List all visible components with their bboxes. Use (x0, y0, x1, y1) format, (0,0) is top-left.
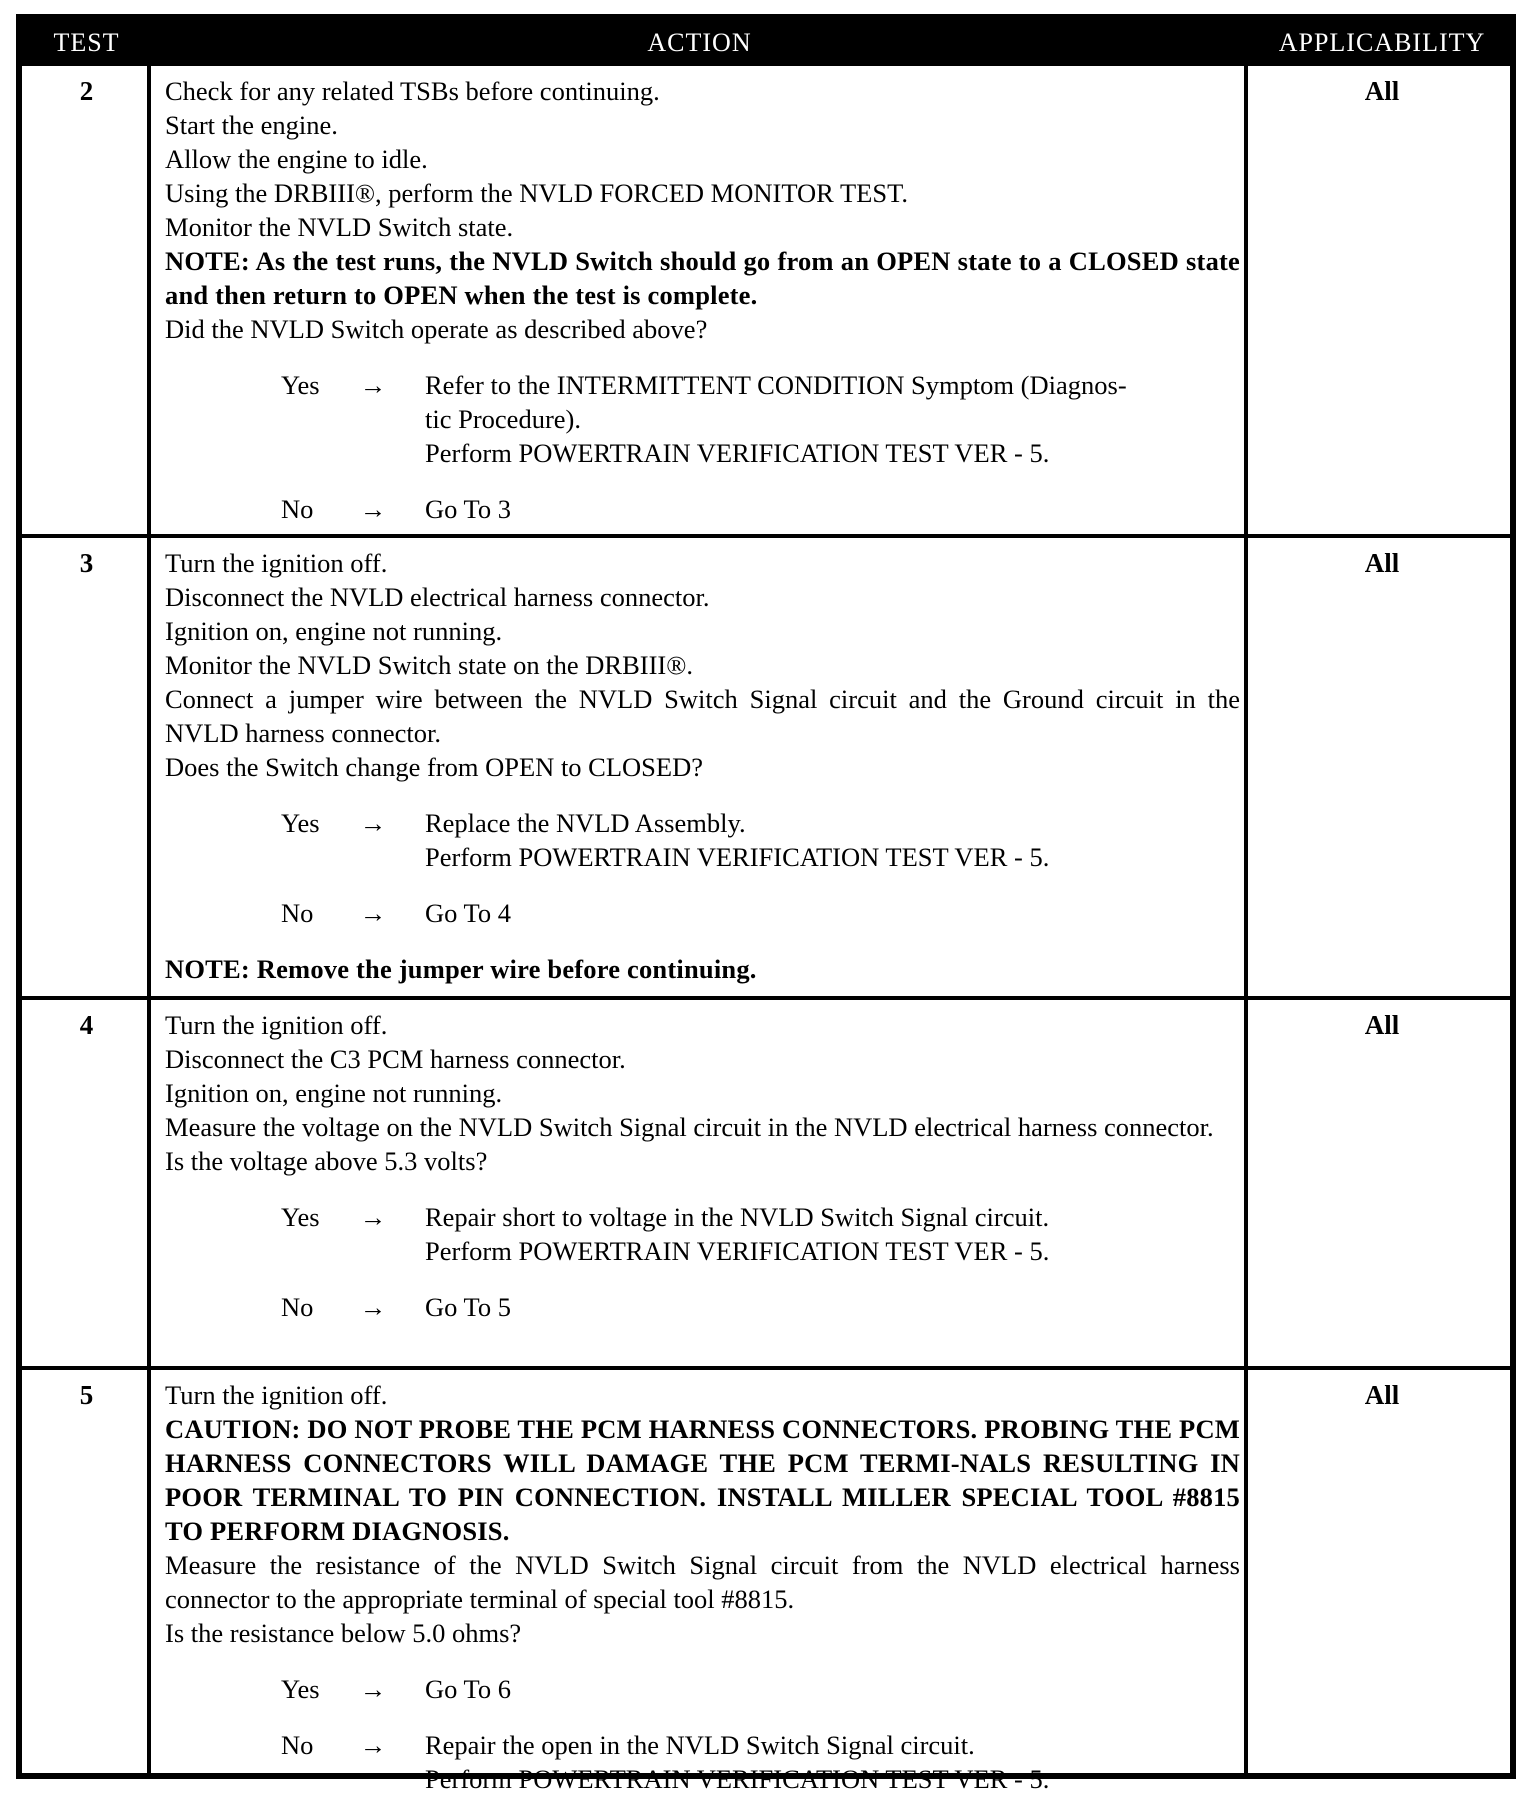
action-line: Ignition on, engine not running. (165, 616, 503, 646)
question-text: Does the Switch change from OPEN to CLOSED? (165, 752, 704, 782)
action-cell (165, 74, 1240, 526)
header-action: ACTION (647, 28, 752, 57)
applicability-value: All (1364, 1380, 1400, 1410)
yes-label: Yes (281, 1202, 320, 1232)
action-line: Disconnect the C3 PCM harness connector. (165, 1044, 626, 1074)
note-text: NOTE: Remove the jumper wire before continuing. (165, 954, 757, 984)
action-cell (165, 1378, 1240, 1796)
caution-text: CAUTION: DO NOT PROBE THE PCM HARNESS CONNECTORS. PROBING THE PCM HARNESS CONNECTORS WILL DAMAGE THE PCM TERMI-NALS RESULTING IN POOR TERMINAL TO PIN CONNECTION. INSTALL MILLER SPECIAL TOOL #8815 TO PERFORM DIAGNOSIS. (165, 1414, 1240, 1546)
yes-response (165, 806, 1240, 874)
arrow-icon: → (359, 1202, 387, 1232)
no-response (165, 492, 1240, 526)
yes-label: Yes (281, 370, 320, 400)
table-row (22, 538, 1510, 1000)
action-line: Turn the ignition off. (165, 1380, 388, 1410)
response-line: Perform POWERTRAIN VERIFICATION TEST VER - 5. (425, 1236, 1050, 1266)
action-line: Allow the engine to idle. (165, 144, 428, 174)
arrow-icon: → (359, 370, 387, 400)
response-line: tic Procedure). (425, 404, 581, 434)
response-line: Refer to the INTERMITTENT CONDITION Symptom (Diagnos- (425, 370, 1127, 400)
response-line: Replace the NVLD Assembly. (425, 808, 746, 838)
question-text: Is the voltage above 5.3 volts? (165, 1146, 488, 1176)
table-row (22, 66, 1510, 524)
question-text: Did the NVLD Switch operate as described above? (165, 314, 708, 344)
header-applicability: APPLICABILITY (1278, 28, 1486, 57)
response-line: Go To 6 (425, 1674, 511, 1704)
diagnostic-table (16, 14, 1516, 1794)
no-label: No (281, 494, 314, 524)
response-line: Perform POWERTRAIN VERIFICATION TEST VER - 5. (425, 438, 1050, 468)
applicability-value: All (1364, 76, 1400, 106)
action-cell (165, 1008, 1240, 1324)
action-cell (165, 546, 1240, 986)
action-line: Using the DRBIII®, perform the NVLD FORCED MONITOR TEST. (165, 178, 908, 208)
applicability-value: All (1364, 548, 1400, 578)
test-number: 2 (79, 76, 94, 106)
arrow-icon: → (359, 1730, 387, 1760)
arrow-icon: → (359, 1292, 387, 1322)
applicability-value: All (1364, 1010, 1400, 1040)
action-line: Turn the ignition off. (165, 548, 388, 578)
no-response (165, 1728, 1240, 1796)
table-row (22, 1000, 1510, 1366)
arrow-icon: → (359, 494, 387, 524)
question-text: Is the resistance below 5.0 ohms? (165, 1618, 522, 1648)
action-line: Disconnect the NVLD electrical harness connector. (165, 582, 710, 612)
no-label: No (281, 898, 314, 928)
yes-response (165, 1200, 1240, 1268)
test-number: 3 (79, 548, 94, 578)
response-line: Perform POWERTRAIN VERIFICATION TEST VER - 5. (425, 1764, 1050, 1794)
action-line: Measure the resistance of the NVLD Switch Signal circuit from the NVLD electrical harness connector to the appropriate terminal of special tool #8815. (165, 1550, 1240, 1614)
action-line: Check for any related TSBs before continuing. (165, 76, 660, 106)
note-text: NOTE: As the test runs, the NVLD Switch should go from an OPEN state to a CLOSED state and then return to OPEN when the test is complete. (165, 246, 1240, 310)
action-line: Ignition on, engine not running. (165, 1078, 503, 1108)
header-test: TEST (53, 28, 120, 57)
test-number: 5 (79, 1380, 94, 1410)
yes-label: Yes (281, 808, 320, 838)
table-row (22, 1370, 1510, 1794)
yes-response (165, 1672, 1240, 1706)
response-line: Go To 4 (425, 898, 511, 928)
yes-label: Yes (281, 1674, 320, 1704)
response-line: Go To 3 (425, 494, 511, 524)
action-line: Turn the ignition off. (165, 1010, 388, 1040)
no-label: No (281, 1730, 314, 1760)
response-line: Perform POWERTRAIN VERIFICATION TEST VER - 5. (425, 842, 1050, 872)
no-label: No (281, 1292, 314, 1322)
arrow-icon: → (359, 1674, 387, 1704)
action-line: Monitor the NVLD Switch state on the DRBIII®. (165, 650, 693, 680)
arrow-icon: → (359, 808, 387, 838)
action-line: Measure the voltage on the NVLD Switch Signal circuit in the NVLD electrical harness connector. (165, 1112, 1214, 1142)
yes-response (165, 368, 1240, 470)
table-header (22, 20, 1510, 66)
action-line: Start the engine. (165, 110, 338, 140)
no-response (165, 896, 1240, 930)
action-line: Monitor the NVLD Switch state. (165, 212, 514, 242)
response-line: Repair the open in the NVLD Switch Signal circuit. (425, 1730, 975, 1760)
action-line: Connect a jumper wire between the NVLD Switch Signal circuit and the Ground circuit in the NVLD harness connector. (165, 684, 1240, 748)
response-line: Go To 5 (425, 1292, 511, 1322)
test-number: 4 (79, 1010, 94, 1040)
no-response (165, 1290, 1240, 1324)
arrow-icon: → (359, 898, 387, 928)
response-line: Repair short to voltage in the NVLD Switch Signal circuit. (425, 1202, 1050, 1232)
